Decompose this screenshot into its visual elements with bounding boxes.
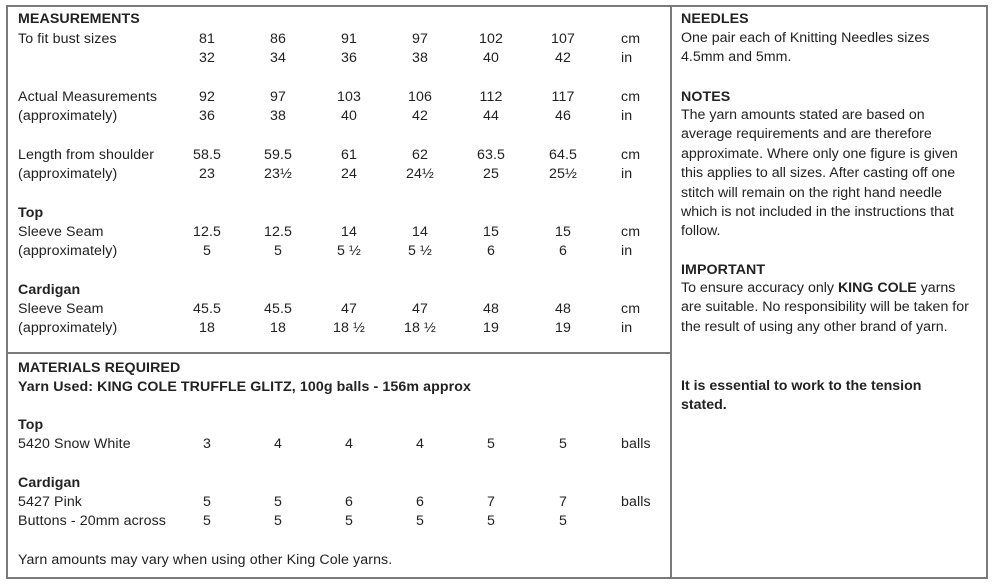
needles-text: One pair each of Knitting Needles sizes 4.5mm and 5mm. [681, 30, 930, 66]
value-in: 18 ½ [333, 320, 365, 336]
value-cm: 91 [341, 31, 357, 47]
important-text [681, 279, 979, 337]
value-cm: 61 [341, 147, 357, 163]
value-in: 46 [555, 108, 571, 124]
value-cm: 107 [551, 31, 575, 47]
value-in: 42 [412, 108, 428, 124]
balls-value: 5 [559, 436, 567, 452]
value-in: 18 [270, 320, 286, 336]
value-in: 18 [199, 320, 215, 336]
value-cm: 47 [412, 301, 428, 317]
value-in: 5 [274, 243, 282, 259]
tension-note: It is essential to work to the tension stated. [681, 378, 922, 414]
value-cm: 59.5 [263, 147, 293, 163]
buttons-value: 5 [487, 513, 495, 529]
value-cm: 12.5 [263, 224, 293, 240]
yarn-shade-cardigan: 5427 Pink [18, 494, 83, 510]
buttons-value: 5 [416, 513, 424, 529]
unit-balls: balls [621, 494, 651, 510]
section-divider [6, 352, 672, 354]
value-in: 40 [341, 108, 357, 124]
measurement-label: Sleeve Seam [18, 224, 104, 240]
group-heading-cardigan: Cardigan [18, 282, 81, 298]
value-in: 6 [487, 243, 495, 259]
unit-in: in [621, 108, 633, 124]
buttons-label: Buttons - 20mm across [18, 513, 166, 529]
value-cm: 106 [408, 89, 432, 105]
brand-name: KING COLE [837, 280, 917, 296]
group-heading-top: Top [18, 205, 44, 221]
value-in: 25 [483, 166, 499, 182]
value-in: 24 [341, 166, 357, 182]
value-cm: 14 [412, 224, 428, 240]
value-in: 44 [483, 108, 499, 124]
value-cm: 63.5 [476, 147, 506, 163]
value-in: 36 [199, 108, 215, 124]
value-cm: 58.5 [192, 147, 222, 163]
unit-in: in [621, 166, 633, 182]
value-cm: 14 [341, 224, 357, 240]
unit-cm: cm [621, 301, 641, 317]
value-cm: 97 [270, 89, 286, 105]
measurements-heading: MEASUREMENTS [18, 11, 140, 27]
value-cm: 117 [551, 89, 575, 105]
measurement-label: Sleeve Seam [18, 301, 104, 317]
measurement-label: To fit bust sizes [18, 31, 117, 47]
value-in: 36 [341, 50, 357, 66]
buttons-value: 5 [274, 513, 282, 529]
needles-heading: NEEDLES [681, 11, 749, 27]
balls-value: 3 [203, 436, 211, 452]
balls-value: 5 [487, 436, 495, 452]
balls-value: 6 [416, 494, 424, 510]
unit-balls: balls [621, 436, 651, 452]
balls-value: 6 [345, 494, 353, 510]
value-cm: 12.5 [192, 224, 222, 240]
unit-cm: cm [621, 147, 641, 163]
unit-in: in [621, 243, 633, 259]
value-in: 24½ [406, 166, 434, 182]
unit-cm: cm [621, 31, 641, 47]
value-cm: 45.5 [263, 301, 293, 317]
balls-value: 4 [416, 436, 424, 452]
value-cm: 47 [341, 301, 357, 317]
measurement-sublabel: (approximately) [18, 108, 118, 124]
column-divider [670, 5, 672, 579]
buttons-value: 5 [345, 513, 353, 529]
balls-value: 7 [559, 494, 567, 510]
value-cm: 48 [555, 301, 571, 317]
value-cm: 81 [199, 31, 215, 47]
value-in: 34 [270, 50, 286, 66]
value-cm: 97 [412, 31, 428, 47]
value-cm: 15 [555, 224, 571, 240]
notes-text: The yarn amounts stated are based on average requirements and are therefore approximate. Where only one figure is given this applies to all sizes. After casting off one stitch will remain on the right hand needle which is not included in the instructions that follow. [681, 107, 958, 240]
measurement-sublabel: (approximately) [18, 243, 118, 259]
balls-value: 5 [203, 494, 211, 510]
value-cm: 62 [412, 147, 428, 163]
value-cm: 48 [483, 301, 499, 317]
value-in: 18 ½ [404, 320, 436, 336]
unit-cm: cm [621, 224, 641, 240]
measurement-sublabel: (approximately) [18, 166, 118, 182]
value-cm: 64.5 [548, 147, 578, 163]
value-in: 23 [199, 166, 215, 182]
value-in: 42 [555, 50, 571, 66]
value-in: 6 [559, 243, 567, 259]
balls-value: 7 [487, 494, 495, 510]
value-in: 19 [555, 320, 571, 336]
measurement-label: Actual Measurements [18, 89, 158, 105]
value-in: 19 [483, 320, 499, 336]
value-in: 5 [203, 243, 211, 259]
important-heading: IMPORTANT [681, 262, 766, 278]
value-in: 23½ [264, 166, 292, 182]
value-in: 32 [199, 50, 215, 66]
group-heading-cardigan-materials: Cardigan [18, 475, 81, 491]
group-heading-top-materials: Top [18, 417, 44, 433]
unit-in: in [621, 50, 633, 66]
value-in: 5 ½ [408, 243, 432, 259]
value-cm: 86 [270, 31, 286, 47]
buttons-value: 5 [559, 513, 567, 529]
unit-in: in [621, 320, 633, 336]
important-text-end: yarns are suitable. No responsibility will be taken for the result of using any other brand of yarn. [681, 280, 969, 335]
value-cm: 103 [337, 89, 361, 105]
balls-value: 4 [345, 436, 353, 452]
value-cm: 92 [199, 89, 215, 105]
materials-heading: MATERIALS REQUIRED [18, 360, 181, 376]
yarn-footnote: Yarn amounts may vary when using other King Cole yarns. [18, 552, 393, 568]
unit-cm: cm [621, 89, 641, 105]
value-cm: 15 [483, 224, 499, 240]
notes-heading: NOTES [681, 89, 731, 105]
value-in: 25½ [549, 166, 577, 182]
value-in: 40 [483, 50, 499, 66]
value-in: 38 [270, 108, 286, 124]
measurement-sublabel: (approximately) [18, 320, 118, 336]
important-text-start: To ensure accuracy only [681, 280, 838, 296]
buttons-value: 5 [203, 513, 211, 529]
value-cm: 112 [479, 89, 503, 105]
value-in: 38 [412, 50, 428, 66]
value-cm: 102 [479, 31, 503, 47]
yarn-shade-top: 5420 Snow White [18, 436, 131, 452]
measurement-label: Length from shoulder [18, 147, 155, 163]
balls-value: 4 [274, 436, 282, 452]
yarn-used: Yarn Used: KING COLE TRUFFLE GLITZ, 100g balls - 156m approx [18, 379, 471, 395]
value-in: 5 ½ [337, 243, 361, 259]
balls-value: 5 [274, 494, 282, 510]
value-cm: 45.5 [192, 301, 222, 317]
